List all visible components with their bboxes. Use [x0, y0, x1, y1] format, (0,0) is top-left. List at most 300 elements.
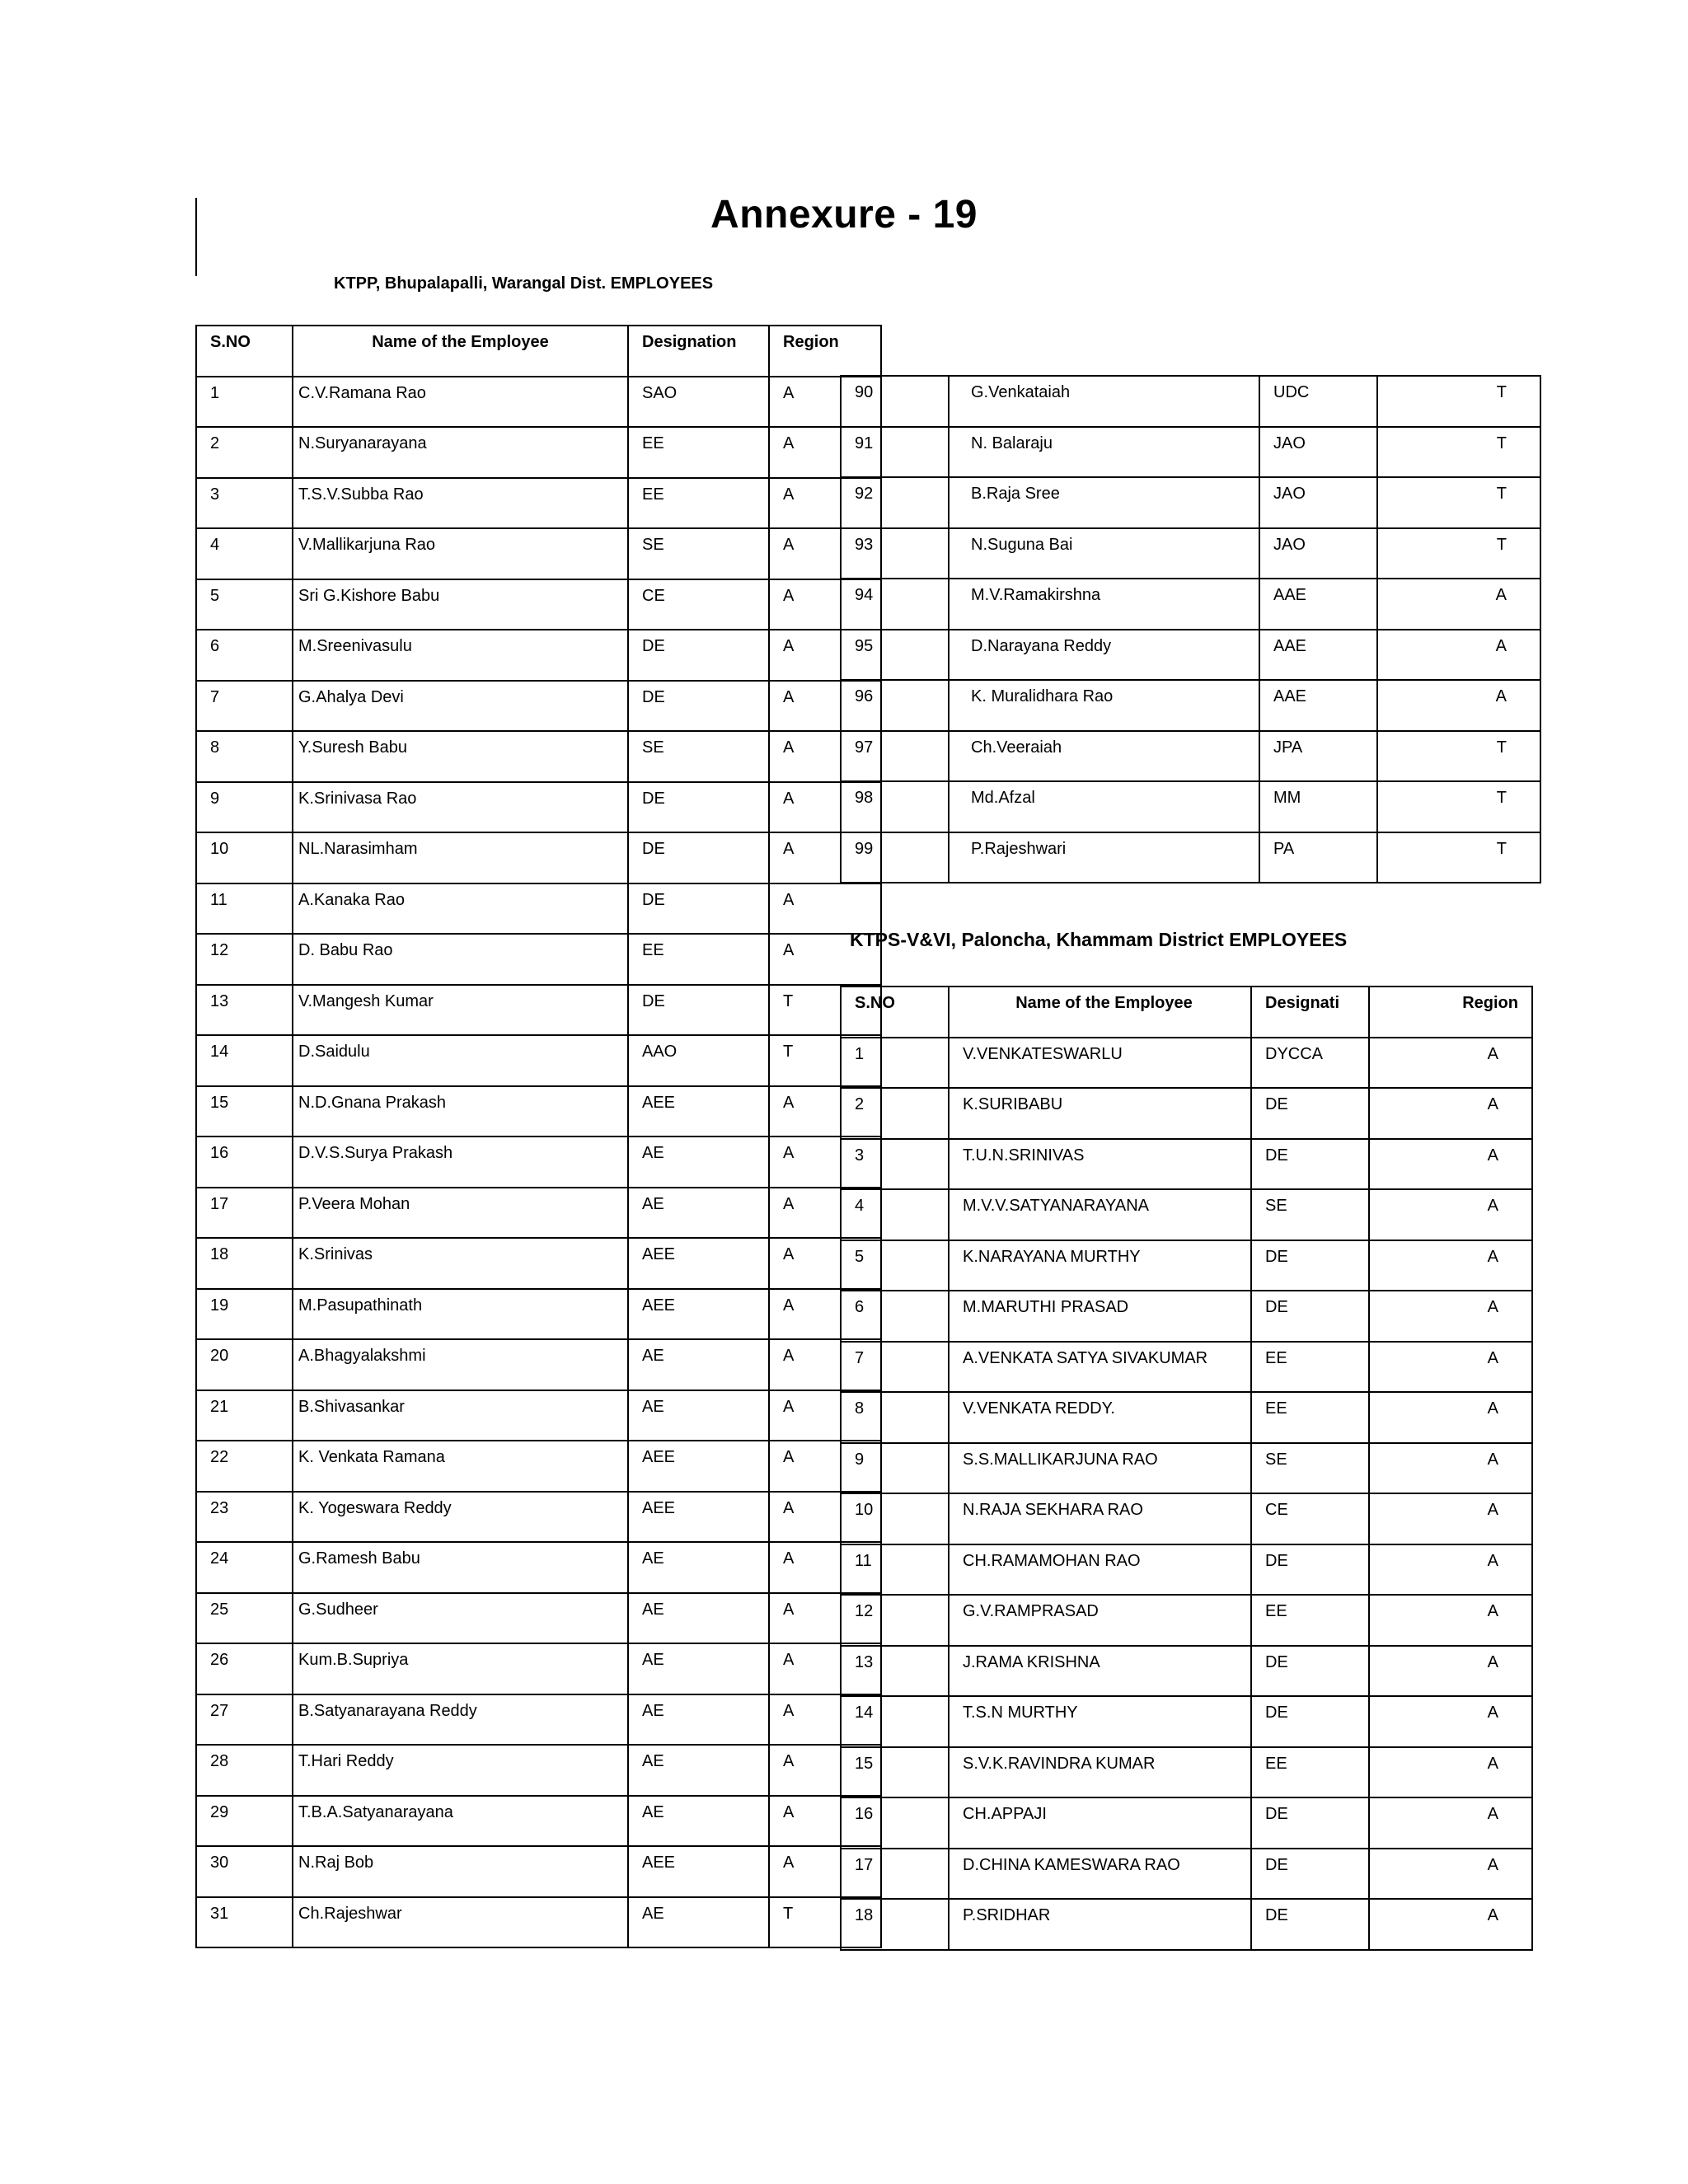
table-row — [841, 630, 1540, 681]
cell-designation: AEE — [628, 1441, 769, 1492]
cell-sno: 7 — [196, 681, 293, 732]
cell-sno: 2 — [196, 427, 293, 478]
cell-sno: 95 — [841, 630, 949, 681]
cell-name: M.Sreenivasulu — [293, 630, 628, 681]
table-row — [196, 630, 881, 681]
cell-sno: 29 — [196, 1796, 293, 1847]
cell-region: A — [1369, 1240, 1532, 1291]
cell-region: A — [769, 478, 881, 529]
cell-region: T — [1377, 731, 1540, 782]
cell-region: A — [769, 934, 881, 985]
cell-designation: AEE — [628, 1846, 769, 1897]
cell-name: N.RAJA SEKHARA RAO — [949, 1493, 1251, 1544]
cell-sno: 94 — [841, 579, 949, 630]
table-row — [196, 883, 881, 935]
cell-designation: JAO — [1259, 427, 1377, 478]
table-row — [841, 1240, 1532, 1291]
cell-designation: AE — [628, 1796, 769, 1847]
cell-designation: AAE — [1259, 680, 1377, 731]
table-row — [196, 1492, 881, 1543]
table-row — [841, 1747, 1532, 1798]
cell-sno: 30 — [196, 1846, 293, 1897]
cell-name: J.RAMA KRISHNA — [949, 1646, 1251, 1697]
cell-name: T.U.N.SRINIVAS — [949, 1139, 1251, 1190]
cell-region: A — [1369, 1493, 1532, 1544]
cell-region: A — [1369, 1038, 1532, 1089]
cell-name: B.Satyanarayana Reddy — [293, 1694, 628, 1746]
cell-sno: 24 — [196, 1542, 293, 1593]
cell-region: A — [769, 1086, 881, 1137]
cell-name: N.Suguna Bai — [949, 528, 1259, 579]
table-row — [196, 985, 881, 1036]
cell-designation: DE — [628, 883, 769, 935]
cell-sno: 9 — [841, 1443, 949, 1494]
cell-sno: 16 — [841, 1797, 949, 1849]
cell-designation: CE — [628, 579, 769, 630]
cell-name: A.Bhagyalakshmi — [293, 1339, 628, 1390]
cell-name: K.Srinivasa Rao — [293, 782, 628, 833]
cell-designation: AE — [628, 1137, 769, 1188]
cell-sno: 9 — [196, 782, 293, 833]
cell-region: A — [1369, 1088, 1532, 1139]
table-row — [196, 1035, 881, 1086]
table-row — [196, 1137, 881, 1188]
cell-name: A.VENKATA SATYA SIVAKUMAR — [949, 1342, 1251, 1393]
cell-sno: 3 — [841, 1139, 949, 1190]
cell-name: T.B.A.Satyanarayana — [293, 1796, 628, 1847]
cell-region: A — [769, 1339, 881, 1390]
table-row — [841, 1139, 1532, 1190]
cell-designation: AE — [628, 1694, 769, 1746]
cell-sno: 18 — [196, 1238, 293, 1289]
cell-sno: 93 — [841, 528, 949, 579]
cell-designation: EE — [628, 934, 769, 985]
ktpp-employees-continued-table — [840, 375, 1541, 883]
cell-designation: DE — [1251, 1849, 1369, 1900]
column-header-region: Region — [1369, 987, 1532, 1038]
cell-designation: SE — [628, 731, 769, 782]
cell-designation: DE — [628, 681, 769, 732]
cell-sno: 6 — [196, 630, 293, 681]
cell-region: A — [1369, 1544, 1532, 1596]
table-row — [196, 1745, 881, 1796]
cell-name: N. Balaraju — [949, 427, 1259, 478]
cell-region: A — [1369, 1696, 1532, 1747]
cell-name: Kum.B.Supriya — [293, 1643, 628, 1694]
cell-designation: SE — [1251, 1443, 1369, 1494]
table-row — [196, 934, 881, 985]
table-row — [841, 427, 1540, 478]
cell-region: A — [769, 1542, 881, 1593]
cell-sno: 7 — [841, 1342, 949, 1393]
cell-sno: 92 — [841, 477, 949, 528]
cell-name: Md.Afzal — [949, 781, 1259, 832]
cell-region: T — [1377, 832, 1540, 883]
cell-region: A — [769, 731, 881, 782]
table-header-row — [841, 987, 1532, 1038]
table-row — [841, 1646, 1532, 1697]
cell-name: NL.Narasimham — [293, 832, 628, 883]
cell-sno: 11 — [196, 883, 293, 935]
cell-name: D.CHINA KAMESWARA RAO — [949, 1849, 1251, 1900]
cell-name: K.SURIBABU — [949, 1088, 1251, 1139]
cell-region: A — [769, 1846, 881, 1897]
cell-region: T — [1377, 528, 1540, 579]
cell-sno: 8 — [841, 1392, 949, 1443]
cell-region: A — [1369, 1189, 1532, 1240]
cell-designation: AE — [628, 1643, 769, 1694]
cell-sno: 91 — [841, 427, 949, 478]
cell-sno: 15 — [196, 1086, 293, 1137]
cell-sno: 31 — [196, 1897, 293, 1948]
table-row — [841, 1595, 1532, 1646]
cell-sno: 26 — [196, 1643, 293, 1694]
cell-sno: 5 — [841, 1240, 949, 1291]
cell-designation: AEE — [628, 1086, 769, 1137]
table-row — [841, 1443, 1532, 1494]
cell-name: B.Raja Sree — [949, 477, 1259, 528]
cell-name: N.Suryanarayana — [293, 427, 628, 478]
table-row — [196, 1339, 881, 1390]
cell-sno: 23 — [196, 1492, 293, 1543]
cell-region: A — [769, 1593, 881, 1644]
cell-designation: DE — [1251, 1646, 1369, 1697]
table-row — [841, 1392, 1532, 1443]
table-row — [841, 1038, 1532, 1089]
cell-sno: 22 — [196, 1441, 293, 1492]
cell-name: G.V.RAMPRASAD — [949, 1595, 1251, 1646]
cell-sno: 17 — [841, 1849, 949, 1900]
cell-designation: JPA — [1259, 731, 1377, 782]
cell-designation: AAE — [1259, 630, 1377, 681]
cell-region: A — [1369, 1139, 1532, 1190]
cell-name: Ch.Rajeshwar — [293, 1897, 628, 1948]
cell-designation: DE — [628, 782, 769, 833]
cell-name: G.Ahalya Devi — [293, 681, 628, 732]
table-body — [841, 376, 1540, 883]
table-row — [196, 1643, 881, 1694]
cell-region: T — [769, 1035, 881, 1086]
table-row — [196, 1846, 881, 1897]
cell-region: A — [1369, 1899, 1532, 1950]
cell-name: P.Rajeshwari — [949, 832, 1259, 883]
table-row — [196, 377, 881, 428]
cell-designation: DYCCA — [1251, 1038, 1369, 1089]
cell-sno: 21 — [196, 1390, 293, 1441]
cell-designation: EE — [1251, 1342, 1369, 1393]
cell-designation: PA — [1259, 832, 1377, 883]
cell-designation: AE — [628, 1897, 769, 1948]
cell-designation: AEE — [628, 1492, 769, 1543]
cell-name: S.S.MALLIKARJUNA RAO — [949, 1443, 1251, 1494]
section2-heading: KTPS-V&VI, Paloncha, Khammam District EMPLOYEES — [850, 929, 1348, 950]
table-row — [841, 680, 1540, 731]
cell-name: B.Shivasankar — [293, 1390, 628, 1441]
table-row — [841, 1342, 1532, 1393]
cell-designation: DE — [1251, 1240, 1369, 1291]
cell-name: M.V.V.SATYANARAYANA — [949, 1189, 1251, 1240]
cell-name: M.MARUTHI PRASAD — [949, 1291, 1251, 1342]
cell-region: A — [769, 1796, 881, 1847]
cell-designation: DE — [628, 832, 769, 883]
cell-sno: 97 — [841, 731, 949, 782]
table-row — [841, 731, 1540, 782]
cell-name: A.Kanaka Rao — [293, 883, 628, 935]
cell-designation: DE — [1251, 1139, 1369, 1190]
cell-name: T.S.N MURTHY — [949, 1696, 1251, 1747]
cell-sno: 14 — [196, 1035, 293, 1086]
cell-sno: 90 — [841, 376, 949, 427]
cell-region: T — [769, 985, 881, 1036]
table-row — [196, 1796, 881, 1847]
table-row — [841, 376, 1540, 427]
table-body — [196, 377, 881, 1948]
column-header-name: Name of the Employee — [949, 987, 1251, 1038]
cell-name: P.SRIDHAR — [949, 1899, 1251, 1950]
cell-name: G.Venkataiah — [949, 376, 1259, 427]
cell-designation: DE — [1251, 1088, 1369, 1139]
cell-sno: 6 — [841, 1291, 949, 1342]
cell-sno: 16 — [196, 1137, 293, 1188]
cell-sno: 1 — [841, 1038, 949, 1089]
cell-name: Y.Suresh Babu — [293, 731, 628, 782]
cell-name: V.VENKATESWARLU — [949, 1038, 1251, 1089]
cell-sno: 99 — [841, 832, 949, 883]
cell-name: T.S.V.Subba Rao — [293, 478, 628, 529]
cell-sno: 10 — [841, 1493, 949, 1544]
cell-region: T — [769, 1897, 881, 1948]
cell-sno: 11 — [841, 1544, 949, 1596]
cell-sno: 2 — [841, 1088, 949, 1139]
table-row — [841, 528, 1540, 579]
column-header-region: Region — [769, 326, 881, 377]
cell-designation: DE — [1251, 1797, 1369, 1849]
cell-name: CH.APPAJI — [949, 1797, 1251, 1849]
ktps-employees-table — [840, 986, 1533, 1951]
cell-designation: AEE — [628, 1289, 769, 1340]
cell-designation: UDC — [1259, 376, 1377, 427]
cell-region: A — [1369, 1595, 1532, 1646]
table-row — [196, 1694, 881, 1746]
cell-region: A — [769, 782, 881, 833]
cell-region: T — [1377, 781, 1540, 832]
cell-region: A — [769, 579, 881, 630]
cell-region: A — [1377, 630, 1540, 681]
cell-region: A — [1369, 1392, 1532, 1443]
cell-region: A — [769, 1492, 881, 1543]
cell-name: G.Ramesh Babu — [293, 1542, 628, 1593]
cell-designation: AAO — [628, 1035, 769, 1086]
cell-region: T — [1377, 427, 1540, 478]
table-row — [196, 427, 881, 478]
table-row — [841, 1088, 1532, 1139]
cell-sno: 18 — [841, 1899, 949, 1950]
cell-sno: 19 — [196, 1289, 293, 1340]
cell-name: M.V.Ramakirshna — [949, 579, 1259, 630]
cell-designation: AE — [628, 1390, 769, 1441]
cell-designation: AE — [628, 1745, 769, 1796]
table-row — [841, 579, 1540, 630]
cell-region: A — [769, 1289, 881, 1340]
cell-name: N.Raj Bob — [293, 1846, 628, 1897]
table-row — [196, 1238, 881, 1289]
cell-designation: EE — [1251, 1747, 1369, 1798]
cell-region: A — [769, 1188, 881, 1239]
cell-sno: 14 — [841, 1696, 949, 1747]
cell-region: A — [1377, 579, 1540, 630]
section1-heading: KTPP, Bhupalapalli, Warangal Dist. EMPLOYEES — [334, 274, 714, 293]
cell-sno: 3 — [196, 478, 293, 529]
table-row — [841, 781, 1540, 832]
cell-name: CH.RAMAMOHAN RAO — [949, 1544, 1251, 1596]
cell-region: A — [769, 1745, 881, 1796]
column-header-designation: Designation — [628, 326, 769, 377]
cell-name: K. Muralidhara Rao — [949, 680, 1259, 731]
cell-name: D. Babu Rao — [293, 934, 628, 985]
table-row — [196, 731, 881, 782]
cell-region: A — [769, 1238, 881, 1289]
cell-sno: 17 — [196, 1188, 293, 1239]
table-row — [841, 477, 1540, 528]
cell-designation: EE — [1251, 1392, 1369, 1443]
cell-designation: JAO — [1259, 528, 1377, 579]
cell-designation: AE — [628, 1542, 769, 1593]
cell-designation: DE — [1251, 1544, 1369, 1596]
cell-sno: 4 — [841, 1189, 949, 1240]
cell-sno: 98 — [841, 781, 949, 832]
cell-region: A — [1369, 1342, 1532, 1393]
table-row — [841, 1189, 1532, 1240]
cell-name: D.V.S.Surya Prakash — [293, 1137, 628, 1188]
cell-sno: 8 — [196, 731, 293, 782]
cell-sno: 12 — [196, 934, 293, 985]
cell-region: A — [1369, 1291, 1532, 1342]
table-row — [196, 579, 881, 630]
cell-name: P.Veera Mohan — [293, 1188, 628, 1239]
table-row — [196, 1390, 881, 1441]
cell-sno: 4 — [196, 528, 293, 579]
cell-region: A — [769, 427, 881, 478]
table-row — [841, 1291, 1532, 1342]
table-row — [196, 478, 881, 529]
cell-sno: 13 — [841, 1646, 949, 1697]
table-row — [196, 1289, 881, 1340]
cell-region: A — [1369, 1646, 1532, 1697]
cell-sno: 5 — [196, 579, 293, 630]
table-row — [196, 1086, 881, 1137]
cell-designation: SAO — [628, 377, 769, 428]
cell-name: D.Narayana Reddy — [949, 630, 1259, 681]
cell-sno: 27 — [196, 1694, 293, 1746]
cell-region: A — [1369, 1797, 1532, 1849]
table-header-row — [196, 326, 881, 377]
cell-name: V.Mallikarjuna Rao — [293, 528, 628, 579]
cell-sno: 1 — [196, 377, 293, 428]
cell-name: T.Hari Reddy — [293, 1745, 628, 1796]
cell-designation: JAO — [1259, 477, 1377, 528]
cell-name: C.V.Ramana Rao — [293, 377, 628, 428]
cell-name: D.Saidulu — [293, 1035, 628, 1086]
table-row — [841, 1849, 1532, 1900]
cell-sno: 15 — [841, 1747, 949, 1798]
table-row — [196, 681, 881, 732]
cell-region: A — [769, 883, 881, 935]
cell-designation: SE — [628, 528, 769, 579]
cell-sno: 10 — [196, 832, 293, 883]
cell-designation: AE — [628, 1188, 769, 1239]
cell-designation: MM — [1259, 781, 1377, 832]
table-row — [841, 1544, 1532, 1596]
cell-designation: DE — [628, 630, 769, 681]
table-row — [196, 1542, 881, 1593]
cell-name: K.NARAYANA MURTHY — [949, 1240, 1251, 1291]
table-row — [196, 1593, 881, 1644]
cell-designation: AEE — [628, 1238, 769, 1289]
cell-designation: DE — [1251, 1291, 1369, 1342]
cell-designation: DE — [628, 985, 769, 1036]
cell-region: T — [1377, 477, 1540, 528]
cell-name: S.V.K.RAVINDRA KUMAR — [949, 1747, 1251, 1798]
cell-name: V.VENKATA REDDY. — [949, 1392, 1251, 1443]
cell-name: Sri G.Kishore Babu — [293, 579, 628, 630]
cell-name: M.Pasupathinath — [293, 1289, 628, 1340]
cell-region: A — [1377, 680, 1540, 731]
cell-designation: EE — [1251, 1595, 1369, 1646]
column-header-sno: S.NO — [196, 326, 293, 377]
cell-sno: 28 — [196, 1745, 293, 1796]
cell-designation: AE — [628, 1593, 769, 1644]
cell-region: A — [769, 1643, 881, 1694]
cell-region: A — [1369, 1849, 1532, 1900]
cell-region: A — [769, 1390, 881, 1441]
cell-name: G.Sudheer — [293, 1593, 628, 1644]
cell-name: V.Mangesh Kumar — [293, 985, 628, 1036]
cell-designation: AE — [628, 1339, 769, 1390]
cell-sno: 20 — [196, 1339, 293, 1390]
table-row — [196, 1188, 881, 1239]
page-title: Annexure - 19 — [710, 193, 978, 237]
cell-region: A — [769, 1137, 881, 1188]
cell-region: A — [769, 681, 881, 732]
table-row — [841, 1696, 1532, 1747]
table-row — [196, 1897, 881, 1948]
table-row — [841, 1493, 1532, 1544]
cell-designation: DE — [1251, 1696, 1369, 1747]
cell-designation: EE — [628, 478, 769, 529]
cell-region: A — [769, 528, 881, 579]
table-row — [196, 1441, 881, 1492]
table-row — [196, 782, 881, 833]
cell-designation: SE — [1251, 1189, 1369, 1240]
column-header-sno: S.NO — [841, 987, 949, 1038]
cell-region: T — [1377, 376, 1540, 427]
cell-region: A — [1369, 1443, 1532, 1494]
cell-designation: AAE — [1259, 579, 1377, 630]
cell-region: A — [769, 377, 881, 428]
cell-region: A — [769, 630, 881, 681]
cell-designation: DE — [1251, 1899, 1369, 1950]
cell-sno: 13 — [196, 985, 293, 1036]
cell-region: A — [1369, 1747, 1532, 1798]
cell-region: A — [769, 1441, 881, 1492]
table-row — [841, 1797, 1532, 1849]
table-row — [841, 832, 1540, 883]
cell-name: N.D.Gnana Prakash — [293, 1086, 628, 1137]
cell-region: A — [769, 1694, 881, 1746]
cell-name: Ch.Veeraiah — [949, 731, 1259, 782]
cell-name: K. Venkata Ramana — [293, 1441, 628, 1492]
cell-sno: 96 — [841, 680, 949, 731]
